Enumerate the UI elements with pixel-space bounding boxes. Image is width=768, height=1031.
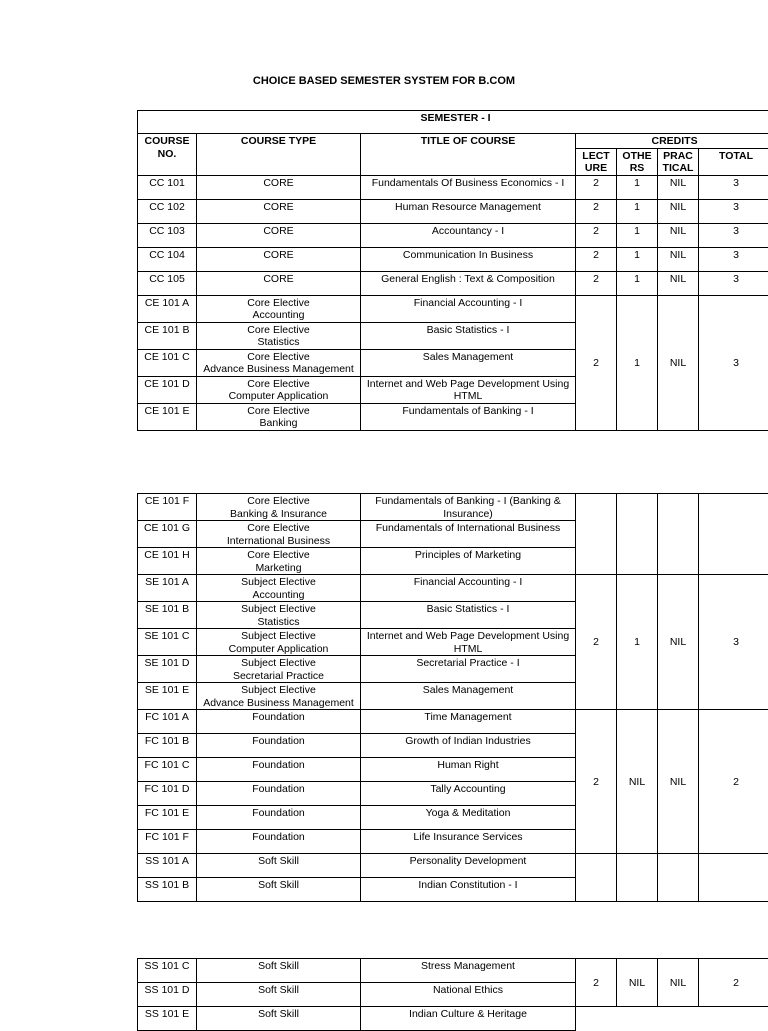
others-credit: NIL bbox=[617, 710, 658, 854]
course-title: Accountancy - I bbox=[361, 223, 576, 247]
course-title: Basic Statistics - I bbox=[361, 322, 576, 349]
course-type: CORE bbox=[197, 247, 361, 271]
course-type: Core Elective Computer Application bbox=[197, 376, 361, 403]
course-title: Tally Accounting bbox=[361, 782, 576, 806]
course-no: FC 101 E bbox=[138, 806, 197, 830]
course-no: CC 101 bbox=[138, 175, 197, 199]
table-row bbox=[138, 247, 768, 271]
practical-credit: NIL bbox=[658, 575, 699, 710]
table-row bbox=[138, 575, 768, 602]
course-type: Foundation bbox=[197, 734, 361, 758]
course-type: Core Elective Statistics bbox=[197, 322, 361, 349]
course-title: Life Insurance Services bbox=[361, 830, 576, 854]
course-title: Growth of Indian Industries bbox=[361, 734, 576, 758]
semester-heading: SEMESTER - I bbox=[138, 111, 768, 134]
table-row bbox=[138, 1007, 768, 1031]
course-no: SS 101 E bbox=[138, 1007, 197, 1031]
course-title: Personality Development bbox=[361, 854, 576, 878]
credits-header: CREDITS bbox=[576, 134, 768, 149]
lecture-credit: 2 bbox=[576, 271, 617, 295]
course-type: Core Elective Marketing bbox=[197, 548, 361, 575]
course-type: Core Elective Banking bbox=[197, 403, 361, 430]
total-credit: 2 bbox=[699, 959, 768, 1007]
course-type: Subject Elective Statistics bbox=[197, 602, 361, 629]
course-type: Soft Skill bbox=[197, 959, 361, 983]
lecture-credit: 2 bbox=[576, 175, 617, 199]
course-no: CE 101 B bbox=[138, 322, 197, 349]
semester-header-row bbox=[138, 111, 768, 134]
others-credit bbox=[617, 854, 658, 902]
course-type: Core Elective Banking & Insurance bbox=[197, 494, 361, 521]
soft-skill-courses bbox=[138, 959, 768, 1031]
lecture-credit: 2 bbox=[576, 223, 617, 247]
course-no: SE 101 E bbox=[138, 683, 197, 710]
course-type: Foundation bbox=[197, 830, 361, 854]
lecture-credit bbox=[576, 494, 617, 575]
course-no: CC 104 bbox=[138, 247, 197, 271]
course-type: Foundation bbox=[197, 758, 361, 782]
course-no: SS 101 A bbox=[138, 854, 197, 878]
others-credit: 1 bbox=[617, 199, 658, 223]
practical-header: PRAC TICAL bbox=[658, 148, 699, 175]
lecture-credit bbox=[576, 854, 617, 902]
total-credit: 3 bbox=[699, 175, 768, 199]
document-title: CHOICE BASED SEMESTER SYSTEM FOR B.COM bbox=[0, 75, 768, 87]
title-of-course-header: TITLE OF COURSE bbox=[361, 134, 576, 176]
course-title: Stress Management bbox=[361, 959, 576, 983]
course-title: National Ethics bbox=[361, 983, 576, 1007]
table-row bbox=[138, 271, 768, 295]
course-title: Financial Accounting - I bbox=[361, 295, 576, 322]
course-no: CE 101 C bbox=[138, 349, 197, 376]
course-title: Basic Statistics - I bbox=[361, 602, 576, 629]
total-credit: 3 bbox=[699, 247, 768, 271]
core-courses bbox=[138, 175, 768, 295]
others-header: OTHE RS bbox=[617, 148, 658, 175]
semester-table-part-1 bbox=[137, 110, 768, 431]
course-no: CE 101 A bbox=[138, 295, 197, 322]
total-credit: 3 bbox=[699, 575, 768, 710]
lecture-credit: 2 bbox=[576, 199, 617, 223]
course-type: Foundation bbox=[197, 710, 361, 734]
course-type: Foundation bbox=[197, 782, 361, 806]
course-title: Secretarial Practice - I bbox=[361, 656, 576, 683]
course-title: Fundamentals of Banking - I bbox=[361, 403, 576, 430]
table-row bbox=[138, 710, 768, 734]
others-credit: 1 bbox=[617, 295, 658, 430]
course-title: Communication In Business bbox=[361, 247, 576, 271]
practical-credit: NIL bbox=[658, 271, 699, 295]
practical-credit: NIL bbox=[658, 959, 699, 1007]
course-title: Yoga & Meditation bbox=[361, 806, 576, 830]
core-elective-courses bbox=[138, 295, 768, 430]
table-row bbox=[138, 494, 768, 521]
course-no: CC 105 bbox=[138, 271, 197, 295]
course-type: Foundation bbox=[197, 806, 361, 830]
practical-credit: NIL bbox=[658, 295, 699, 430]
course-type: CORE bbox=[197, 199, 361, 223]
course-title: Sales Management bbox=[361, 683, 576, 710]
course-title: Fundamentals of International Business bbox=[361, 521, 576, 548]
course-title: Sales Management bbox=[361, 349, 576, 376]
course-no: SE 101 A bbox=[138, 575, 197, 602]
semester-table-part-2 bbox=[137, 493, 768, 902]
total-credit: 3 bbox=[699, 271, 768, 295]
others-credit: 1 bbox=[617, 575, 658, 710]
total-credit bbox=[699, 854, 768, 902]
course-no: SE 101 C bbox=[138, 629, 197, 656]
course-no: SS 101 D bbox=[138, 983, 197, 1007]
course-no: CC 102 bbox=[138, 199, 197, 223]
course-type: Core Elective Accounting bbox=[197, 295, 361, 322]
course-title: Financial Accounting - I bbox=[361, 575, 576, 602]
course-title: Fundamentals Of Business Economics - I bbox=[361, 175, 576, 199]
course-no: FC 101 D bbox=[138, 782, 197, 806]
course-type: Soft Skill bbox=[197, 878, 361, 902]
table-row bbox=[138, 199, 768, 223]
total-credit bbox=[699, 494, 768, 575]
course-title: Principles of Marketing bbox=[361, 548, 576, 575]
course-title: Fundamentals of Banking - I (Banking & Insurance) bbox=[361, 494, 576, 521]
course-type: Subject Elective Accounting bbox=[197, 575, 361, 602]
course-no: CE 101 D bbox=[138, 376, 197, 403]
others-credit: 1 bbox=[617, 271, 658, 295]
lecture-header: LECT URE bbox=[576, 148, 617, 175]
course-type: CORE bbox=[197, 175, 361, 199]
course-no: CC 103 bbox=[138, 223, 197, 247]
practical-credit: NIL bbox=[658, 247, 699, 271]
column-header-row bbox=[138, 134, 768, 149]
lecture-credit: 2 bbox=[576, 710, 617, 854]
course-no: CE 101 F bbox=[138, 494, 197, 521]
lecture-credit: 2 bbox=[576, 575, 617, 710]
table-row bbox=[138, 223, 768, 247]
total-credit: 3 bbox=[699, 199, 768, 223]
course-no: FC 101 A bbox=[138, 710, 197, 734]
lecture-credit: 2 bbox=[576, 959, 617, 1007]
course-title: Human Resource Management bbox=[361, 199, 576, 223]
others-credit: NIL bbox=[617, 959, 658, 1007]
elective-foundation-courses bbox=[138, 494, 768, 902]
others-credit bbox=[617, 494, 658, 575]
course-no: SE 101 D bbox=[138, 656, 197, 683]
table-row bbox=[138, 295, 768, 322]
course-title: General English : Text & Composition bbox=[361, 271, 576, 295]
course-type: CORE bbox=[197, 271, 361, 295]
course-title: Internet and Web Page Development Using HTML bbox=[361, 376, 576, 403]
table-row bbox=[138, 175, 768, 199]
practical-credit: NIL bbox=[658, 223, 699, 247]
course-type-header: COURSE TYPE bbox=[197, 134, 361, 176]
practical-credit: NIL bbox=[658, 710, 699, 854]
course-title: Indian Constitution - I bbox=[361, 878, 576, 902]
practical-credit bbox=[658, 494, 699, 575]
course-title: Indian Culture & Heritage bbox=[361, 1007, 576, 1031]
lecture-credit: 2 bbox=[576, 295, 617, 430]
course-type: Subject Elective Computer Application bbox=[197, 629, 361, 656]
course-no: SS 101 B bbox=[138, 878, 197, 902]
course-title: Time Management bbox=[361, 710, 576, 734]
practical-credit bbox=[658, 854, 699, 902]
practical-credit: NIL bbox=[658, 199, 699, 223]
course-no: CE 101 G bbox=[138, 521, 197, 548]
course-no: FC 101 F bbox=[138, 830, 197, 854]
course-type: Subject Elective Advance Business Management bbox=[197, 683, 361, 710]
others-credit: 1 bbox=[617, 247, 658, 271]
course-type: Soft Skill bbox=[197, 983, 361, 1007]
course-no-header: COURSE NO. bbox=[138, 134, 197, 176]
course-type: Soft Skill bbox=[197, 1007, 361, 1031]
course-type: CORE bbox=[197, 223, 361, 247]
lecture-credit: 2 bbox=[576, 247, 617, 271]
total-credit: 2 bbox=[699, 710, 768, 854]
course-no: SS 101 C bbox=[138, 959, 197, 983]
course-title: Human Right bbox=[361, 758, 576, 782]
total-credit: 3 bbox=[699, 295, 768, 430]
course-type: Core Elective Advance Business Management bbox=[197, 349, 361, 376]
practical-credit: NIL bbox=[658, 175, 699, 199]
course-no: CE 101 E bbox=[138, 403, 197, 430]
semester-table-part-3 bbox=[137, 958, 768, 1031]
course-no: CE 101 H bbox=[138, 548, 197, 575]
course-type: Core Elective International Business bbox=[197, 521, 361, 548]
course-type: Subject Elective Secretarial Practice bbox=[197, 656, 361, 683]
course-no: FC 101 B bbox=[138, 734, 197, 758]
table-row bbox=[138, 854, 768, 878]
course-title: Internet and Web Page Development Using HTML bbox=[361, 629, 576, 656]
others-credit: 1 bbox=[617, 223, 658, 247]
others-credit: 1 bbox=[617, 175, 658, 199]
table-row bbox=[138, 959, 768, 983]
course-no: FC 101 C bbox=[138, 758, 197, 782]
course-type: Soft Skill bbox=[197, 854, 361, 878]
total-header: TOTAL bbox=[699, 148, 768, 175]
course-no: SE 101 B bbox=[138, 602, 197, 629]
total-credit: 3 bbox=[699, 223, 768, 247]
